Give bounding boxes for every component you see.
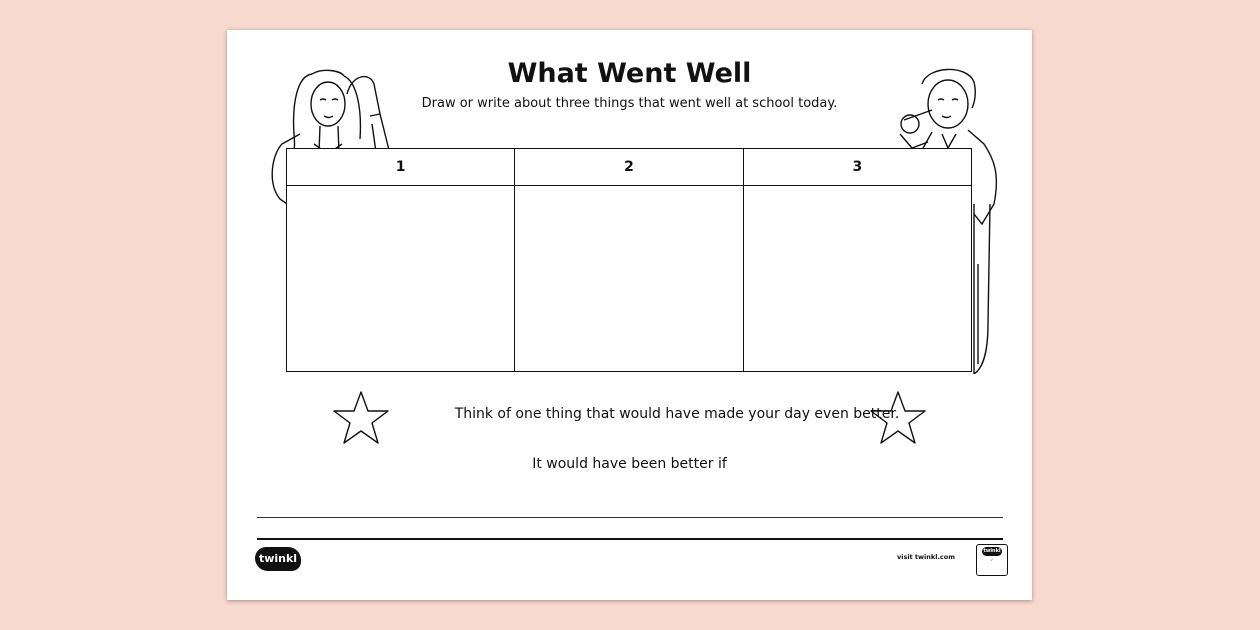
box-column-2 bbox=[515, 149, 743, 371]
worksheet-page bbox=[227, 30, 1032, 600]
page-subtitle: Draw or write about three things that went well at school today. bbox=[421, 96, 838, 111]
answer-writing-line[interactable] bbox=[257, 517, 1003, 518]
box-number-3: 3 bbox=[744, 149, 971, 186]
star-outline-icon bbox=[332, 390, 390, 446]
drawing-area-2[interactable] bbox=[515, 186, 742, 371]
sentence-starter: It would have been better if bbox=[532, 456, 727, 472]
visit-link[interactable]: visit twinkl.com bbox=[897, 553, 956, 561]
badge-logo: twinkl bbox=[983, 548, 1001, 554]
box-number-1: 1 bbox=[287, 149, 514, 186]
badge-check-icon: ✓ bbox=[990, 558, 994, 562]
box-column-3 bbox=[744, 149, 971, 371]
three-box-grid bbox=[286, 148, 972, 372]
box-column-1 bbox=[287, 149, 515, 371]
reflection-prompt: Think of one thing that would have made your day even better. bbox=[454, 406, 900, 422]
drawing-area-1[interactable] bbox=[287, 186, 514, 371]
page-title: What Went Well bbox=[507, 58, 752, 89]
quality-badge-icon bbox=[976, 544, 1008, 576]
box-number-2: 2 bbox=[515, 149, 742, 186]
footer-divider bbox=[257, 538, 1003, 540]
drawing-area-3[interactable] bbox=[744, 186, 971, 371]
twinkl-logo: twinkl bbox=[255, 547, 301, 571]
